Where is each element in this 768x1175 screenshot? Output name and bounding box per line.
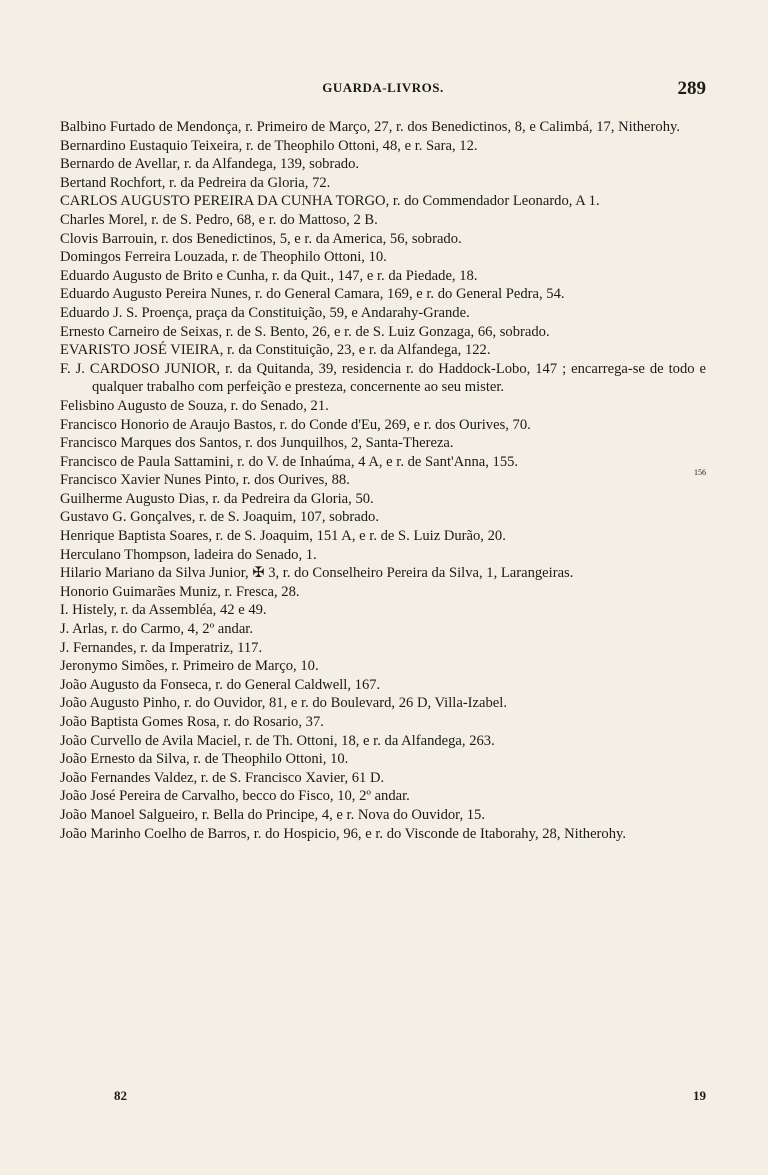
entry: Eduardo J. S. Proença, praça da Constituição, 59, e Andarahy-Grande. bbox=[60, 304, 470, 321]
entry: João Augusto Pinho, r. do Ouvidor, 81, e r. do Boulevard, 26 D, Villa-Izabel. bbox=[60, 695, 507, 712]
entry: Ernesto Carneiro de Seixas, r. de S. Bento, 26, e r. de S. Luiz Gonzaga, 66, sobrado. bbox=[60, 323, 550, 340]
entry: Bernardo de Avellar, r. da Alfandega, 139, sobrado. bbox=[60, 156, 360, 173]
entry: Henrique Baptista Soares, r. de S. Joaquim, 151 A, e r. de S. Luiz Durão, 20. bbox=[60, 528, 506, 545]
entry: João Ernesto da Silva, r. de Theophilo Ottoni, 10. bbox=[60, 751, 349, 768]
entry: Felisbino Augusto de Souza, r. do Senado, 21. bbox=[60, 397, 329, 414]
entry: Francisco Honorio de Araujo Bastos, r. do Conde d'Eu, 269, e r. dos Ourives, 70. bbox=[60, 416, 531, 433]
entry: CARLOS AUGUSTO PEREIRA DA CUNHA TORGO, r. do Commendador Leonardo, A 1. bbox=[60, 193, 600, 210]
page-footer bbox=[60, 1088, 706, 1108]
entry: Bernardino Eustaquio Teixeira, r. de Theophilo Ottoni, 48, e r. Sara, 12. bbox=[60, 137, 478, 154]
entry: Clovis Barrouin, r. dos Benedictinos, 5, e r. da America, 56, sobrado. bbox=[60, 230, 462, 247]
entry: EVARISTO JOSÉ VIEIRA, r. da Constituição, 23, e r. da Alfandega, 122. bbox=[60, 342, 491, 359]
entry: F. J. CARDOSO JUNIOR, r. da Quitanda, 39, residencia r. do Haddock-Lobo, 147 ; encarrega-se de todo e qualquer trabalho com perfeição e presteza, concernente ao seu mister. bbox=[60, 360, 706, 396]
entry: Francisco Xavier Nunes Pinto, r. dos Ourives, 88. bbox=[60, 472, 350, 489]
entry: João Baptista Gomes Rosa, r. do Rosario, 37. bbox=[60, 714, 324, 730]
entry: Bertand Rochfort, r. da Pedreira da Gloria, 72. bbox=[60, 174, 331, 191]
entry: Herculano Thompson, ladeira do Senado, 1. bbox=[60, 546, 317, 563]
entry: João Curvello de Avila Maciel, r. de Th. Ottoni, 18, e r. da Alfandega, 263. bbox=[60, 732, 495, 749]
signature-mark: 82 bbox=[114, 1088, 127, 1103]
entry: João Augusto da Fonseca, r. do General Caldwell, 167. bbox=[60, 676, 381, 693]
margin-note: 156 bbox=[694, 468, 706, 477]
entry: Francisco Marques dos Santos, r. dos Junquilhos, 2, Santa-Thereza. bbox=[60, 435, 454, 452]
entry: João José Pereira de Carvalho, becco do Fisco, 10, 2º andar. bbox=[60, 788, 410, 805]
entry: João Fernandes Valdez, r. de S. Francisco Xavier, 61 D. bbox=[60, 769, 385, 786]
entry: Honorio Guimarães Muniz, r. Fresca, 28. bbox=[60, 583, 300, 600]
entry: Hilario Mariano da Silva Junior, ✠ 3, r. do Conselheiro Pereira da Silva, 1, Larangeiras. bbox=[60, 565, 574, 582]
running-title: GUARDA-LIVROS. bbox=[322, 80, 444, 95]
entry: Domingos Ferreira Louzada, r. de Theophilo Ottoni, 10. bbox=[60, 249, 387, 266]
entry: Charles Morel, r. de S. Pedro, 68, e r. do Mattoso, 2 B. bbox=[60, 211, 378, 228]
sheet-number: 19 bbox=[693, 1088, 706, 1103]
entry: João Marinho Coelho de Barros, r. do Hospicio, 96, e r. do Visconde de Itaborahy, 28, Nitherohy. bbox=[60, 825, 627, 842]
entry: I. Histely, r. da Assembléa, 42 e 49. bbox=[60, 602, 267, 619]
entry: Eduardo Augusto Pereira Nunes, r. do General Camara, 169, e r. do General Pedra, 54. bbox=[60, 286, 565, 303]
entry: João Manoel Salgueiro, r. Bella do Principe, 4, e r. Nova do Ouvidor, 15. bbox=[60, 806, 485, 823]
entry: J. Fernandes, r. da Imperatriz, 117. bbox=[60, 639, 263, 656]
page-header bbox=[60, 80, 706, 106]
entry: Balbino Furtado de Mendonça, r. Primeiro de Março, 27, r. dos Benedictinos, 8, e Calimbá, 17, Nitherohy. bbox=[60, 119, 680, 135]
page-number: 289 bbox=[677, 78, 706, 99]
entry: Guilherme Augusto Dias, r. da Pedreira da Gloria, 50. bbox=[60, 490, 374, 507]
entry: Eduardo Augusto de Brito e Cunha, r. da Quit., 147, e r. da Piedade, 18. bbox=[60, 267, 478, 284]
entry: Jeronymo Simões, r. Primeiro de Março, 10. bbox=[60, 658, 319, 675]
entry-list bbox=[60, 118, 706, 843]
entry: J. Arlas, r. do Carmo, 4, 2º andar. bbox=[60, 621, 254, 638]
entry: Gustavo G. Gonçalves, r. de S. Joaquim, 107, sobrado. bbox=[60, 509, 379, 526]
entry: Francisco de Paula Sattamini, r. do V. de Inhaúma, 4 A, e r. de Sant'Anna, 155. bbox=[60, 453, 519, 470]
